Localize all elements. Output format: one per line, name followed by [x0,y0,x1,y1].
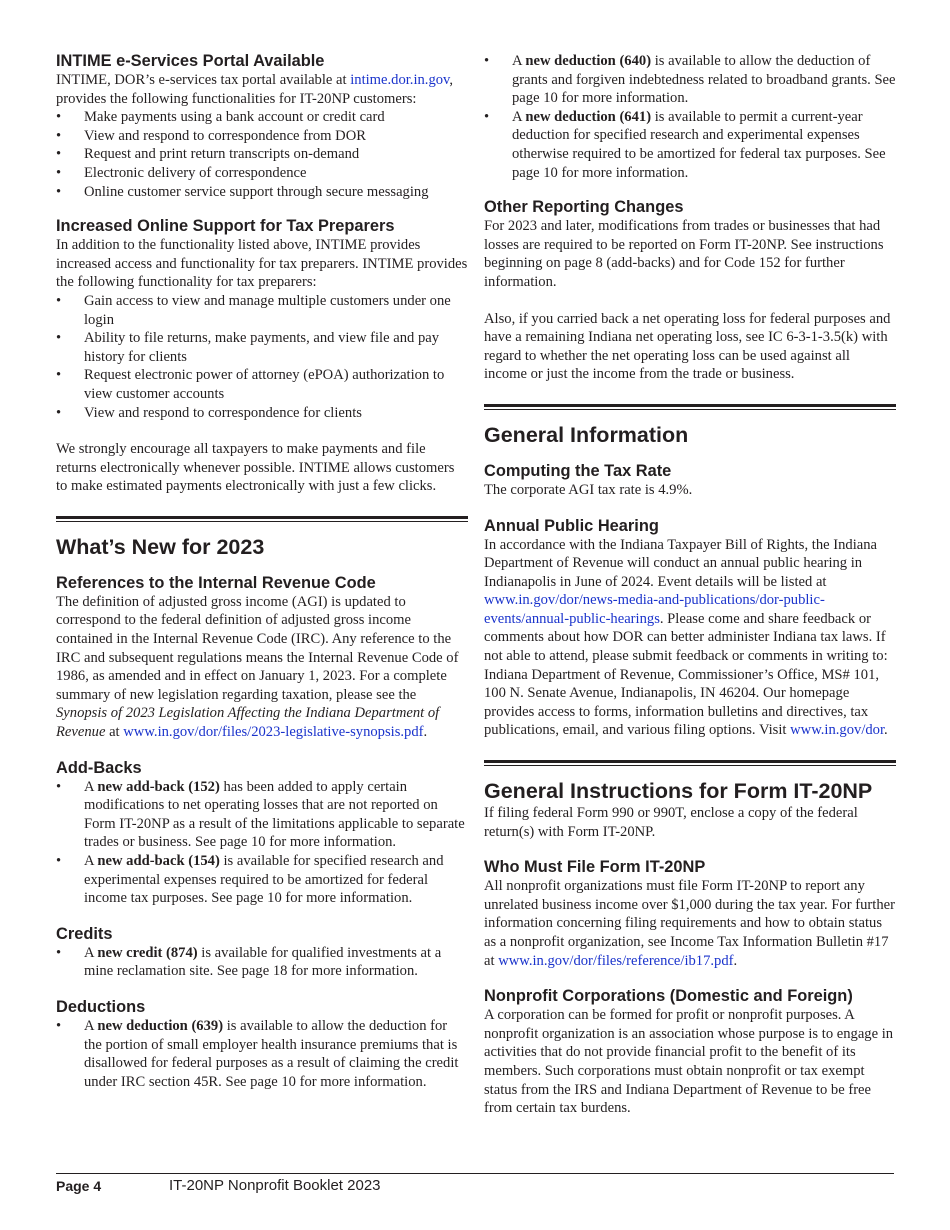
list-item: • Request and print return transcripts on-demand [56,145,468,164]
section-heading: Who Must File Form IT-20NP [484,858,706,877]
nonprofit-corporations-section [484,987,896,1118]
general-information-heading: General Information [484,422,689,447]
list-item: • A new deduction (641) is available to permit a current-year deduction for specified research and experimental expenses otherwise required to be amortized for federal tax purposes. See page 10 for more information. [484,108,896,182]
other-reporting-section [484,198,896,384]
other-reporting-p2: Also, if you carried back a net operating loss for federal purposes and have a remaining Indiana net operating loss, see IC 6-3-1-3.5(k) with regard to whether the net operating loss can be used against all income or just the income from the trade or business. [484,310,891,383]
section-divider [56,516,468,522]
section-heading: Increased Online Support for Tax Preparers [56,217,395,236]
irc-text: The definition of adjusted gross income (AGI) is updated to correspond to the federal definition of adjusted gross income contained in the Internal Revenue Code (IRC). Any reference to the IRC and subsequent regulations means the Internal Revenue Code of 1986, as amended and in effect on January 1, 2023. For a complete summary of new legislation regarding taxation, please see the Synopsis of 2023 Legislation Affecting the Indiana Department of Revenue at www.in.gov/dor/files/2023-legislative-synopsis.pdf. [56,593,459,741]
who-must-file-text: All nonprofit organizations must file Form IT-20NP to report any unrelated business income over $1,000 during the tax year. For further information concerning filing requirements and how to obtain status as a nonprofit organization, see Income Tax Information Bulletin #17 at www.in.gov/dor/files/reference/ib17.pdf. [484,878,895,969]
list-item: • A new credit (874) is available for qualified investments at a mine reclamation site. See page 18 for more information. [56,944,468,981]
list-item: • Ability to file returns, make payments, and view file and pay history for clients [56,329,468,366]
preparers-closing: We strongly encourage all taxpayers to make payments and file returns electronically whenever possible. INTIME allows customers to make estimated payments electronically with just a few clicks. [56,441,455,495]
irc-section [56,574,468,742]
list-item: • A new add-back (152) has been added to apply certain modifications to net operating losses that are not reported on Form IT-20NP as a result of the limitations applicable to separate trades or business. See page 10 for more information. [56,778,468,852]
synopsis-title: Synopsis of 2023 Legislation Affecting the Indiana Department of Revenue [56,705,440,741]
section-heading: Nonprofit Corporations (Domestic and Foreign) [484,987,853,1006]
preparers-bullet-list [56,292,468,422]
intime-bullet-list [56,108,468,201]
list-item: • A new deduction (639) is available to allow the deduction for the portion of small employer health insurance premiums that is disallowed for federal purposes as a result of claiming the credit under IRC section 45R. See page 10 for more information. [56,1017,468,1091]
credits-section [56,925,468,981]
section-heading: INTIME e-Services Portal Available [56,52,325,70]
intime-intro: INTIME, DOR’s e-services tax portal available at intime.dor.in.gov, provides the following functionalities for IT-20NP customers: [56,72,454,107]
section-heading: Credits [56,924,113,943]
deductions-section [56,998,468,1091]
list-item: • Request electronic power of attorney (ePOA) authorization to view customer accounts [56,366,468,403]
deductions-list-continued [484,52,896,182]
preparers-intro: In addition to the functionality listed above, INTIME provides increased access and functionality for tax preparers. INTIME provides the following functionality for tax preparers: [56,237,468,291]
right-column [484,52,896,1118]
section-heading: Annual Public Hearing [484,516,659,535]
list-item: • Electronic delivery of correspondence [56,164,468,183]
public-hearing-text: In accordance with the Indiana Taxpayer Bill of Rights, the Indiana Department of Revenue will conduct an annual public hearing in Indianapolis in June of 2024. Event details will be listed at www.in.gov/dor/news-media-and-publications/dor-public-events/annual-public-hearings. Please come and share feedback or comments about how DOR can better administer Indiana tax laws. If not able to attend, please submit feedback or comments in writing to: Indiana Department of Revenue, Commissioner’s Office, MS# 101, 100 N. Senate Avenue, Indianapolis, IN 46204. Our homepage provides access to forms, information bulletins and directives, tax publications, email, and various filing options. Visit www.in.gov/dor. [484,536,888,739]
general-instructions-heading: General Instructions for Form IT-20NP [484,779,873,804]
intime-link[interactable]: intime.dor.in.gov [350,72,450,88]
public-hearing-section [484,517,896,741]
list-item: • A new add-back (154) is available for specified research and experimental expenses required to be amortized for federal income tax purposes. See page 10 for more information. [56,852,468,908]
general-instructions-text: If filing federal Form 990 or 990T, enclose a copy of the federal return(s) with Form IT-20NP. [484,805,858,840]
page-number: Page 4 [56,1178,102,1194]
addbacks-section [56,759,468,908]
section-heading: Add-Backs [56,758,142,777]
other-reporting-p1: For 2023 and later, modifications from trades or businesses that had losses are required to be reported on Form IT-20NP. See instructions beginning on page 8 (add-backs) and for Code 152 for further information. [484,218,884,290]
list-item: • Online customer service support through secure messaging [56,183,468,202]
synopsis-link[interactable]: www.in.gov/dor/files/2023-legislative-synopsis.pdf [123,724,424,741]
page-footer [56,1173,894,1194]
whats-new-heading: What’s New for 2023 [56,534,265,559]
dor-homepage-link[interactable]: www.in.gov/dor [790,722,885,739]
tax-rate-section [484,462,896,500]
tax-rate-text: The corporate AGI tax rate is 4.9%. [484,481,693,498]
credits-list [56,944,468,981]
section-heading: Other Reporting Changes [484,198,684,217]
section-divider [484,760,896,766]
left-column [56,52,468,1091]
public-hearings-link[interactable]: www.in.gov/dor/news-media-and-publications/dor-public-events/annual-public-hearings [484,592,825,627]
ib17-link[interactable]: www.in.gov/dor/files/reference/ib17.pdf [498,952,734,969]
booklet-title: IT-20NP Nonprofit Booklet 2023 [169,1177,381,1194]
who-must-file-section [484,858,896,970]
addbacks-list [56,778,468,908]
deductions-list [56,1017,468,1091]
section-heading: Computing the Tax Rate [484,461,672,480]
section-heading: References to the Internal Revenue Code [56,573,376,592]
list-item: • View and respond to correspondence from DOR [56,127,468,146]
preparers-section [56,217,468,496]
list-item: • View and respond to correspondence for clients [56,404,468,423]
intime-section [56,52,468,201]
section-divider [484,404,896,410]
list-item: • Gain access to view and manage multiple customers under one login [56,292,468,329]
list-item: • Make payments using a bank account or credit card [56,108,468,127]
section-heading: Deductions [56,997,146,1016]
list-item: • A new deduction (640) is available to allow the deduction of grants and forgiven indebtedness related to broadband grants. See page 10 for more information. [484,52,896,108]
nonprofit-corporations-text: A corporation can be formed for profit or nonprofit purposes. A nonprofit organization is an association whose purpose is to engage in activities that do not provide financial profit to the benefit of its members. Such corporations must obtain nonprofit or tax exempt status from the IRS and Indiana Department of Revenue to be free from certain tax burdens. [484,1007,894,1117]
